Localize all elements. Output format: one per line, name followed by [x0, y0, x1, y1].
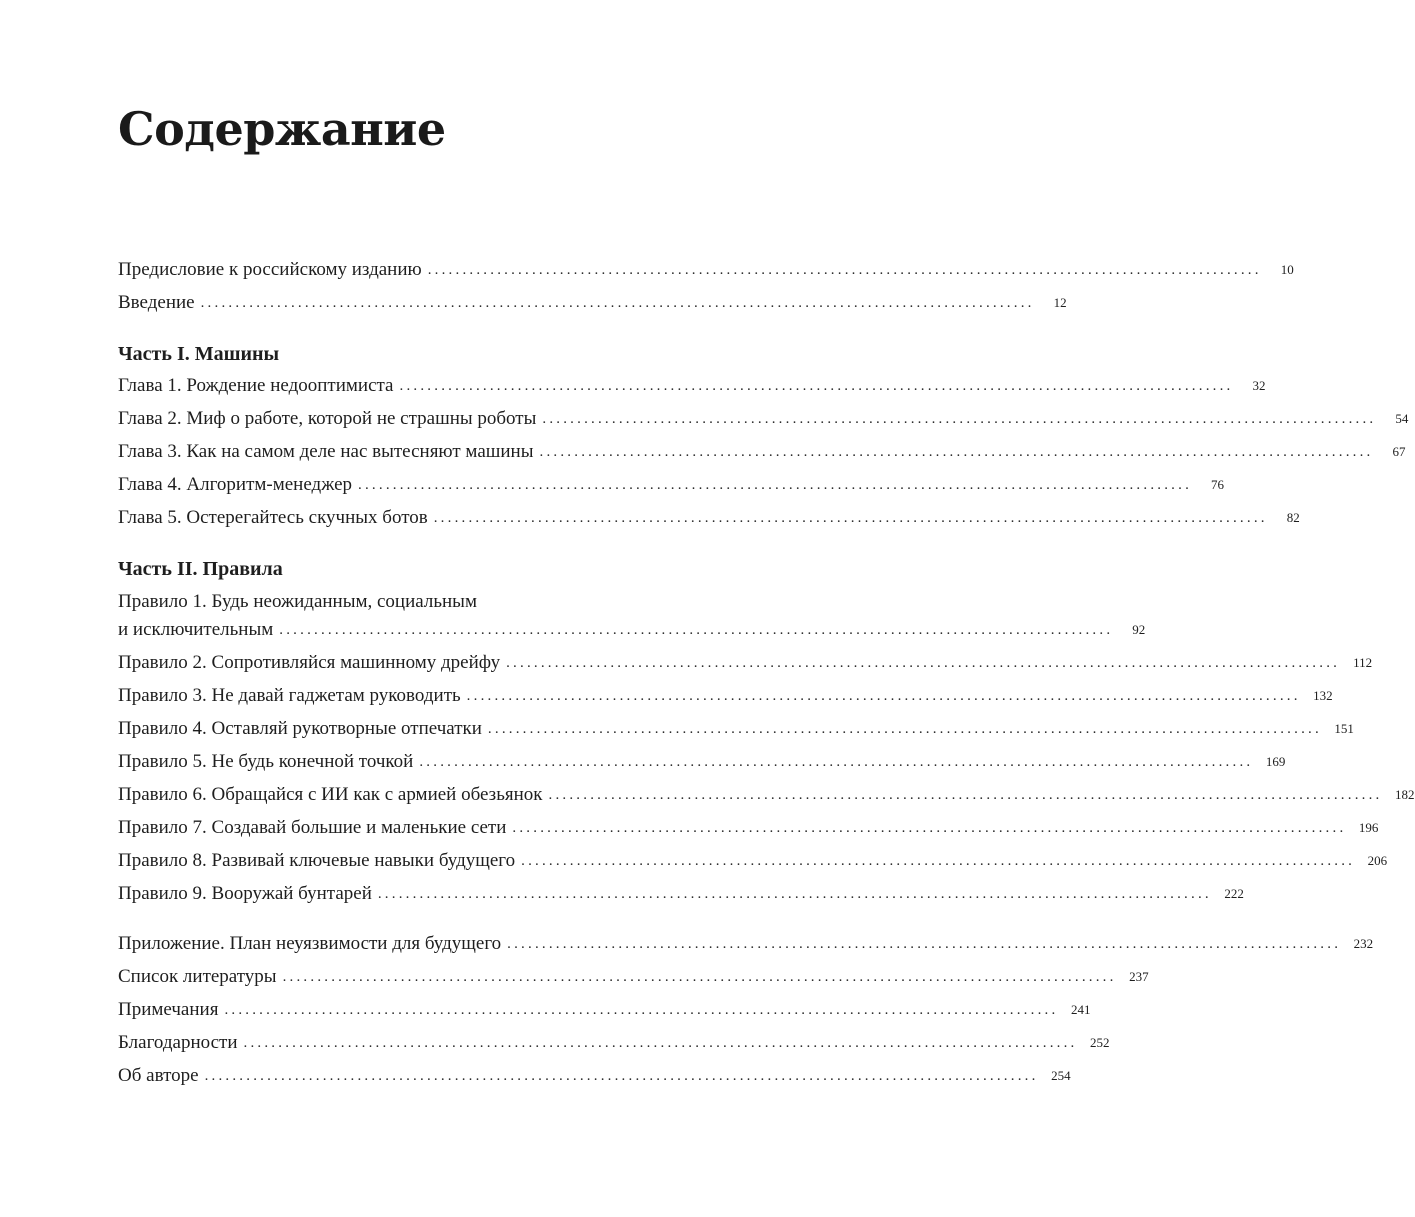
toc-entry-rule-7[interactable]	[118, 816, 1379, 840]
dot-leader: ........................................................................................................................	[200, 295, 1035, 311]
toc-entry-rule-8[interactable]	[118, 849, 1388, 873]
toc-page-number: 92	[1132, 622, 1146, 637]
toc-entry-preface[interactable]	[118, 258, 1294, 282]
toc-entry-label: Правило 6. Обращайся с ИИ как с армией обезьянок	[118, 784, 543, 805]
toc-page-number: 206	[1367, 853, 1388, 868]
dot-leader: ........................................................................................................................	[419, 754, 1254, 770]
toc-entry-rule-1-first-line[interactable]: Правило 1. Будь неожиданным, социальным	[118, 591, 477, 612]
toc-entry-chapter-4[interactable]	[118, 473, 1225, 497]
toc-page-number: 169	[1265, 754, 1286, 769]
dot-leader: ........................................................................................................................	[279, 622, 1114, 638]
toc-entry-label: Примечания	[118, 999, 219, 1020]
dot-leader: ........................................................................................................................	[204, 1068, 1039, 1084]
dot-leader: ........................................................................................................................	[521, 853, 1356, 869]
dot-leader: ........................................................................................................................	[427, 262, 1262, 278]
toc-entry-label: Об авторе	[118, 1065, 199, 1086]
toc-entry-label: Благодарности	[118, 1032, 238, 1053]
toc-entry-chapter-2[interactable]	[118, 407, 1409, 431]
toc-entry-rule-5[interactable]	[118, 750, 1286, 774]
toc-entry-label: Правило 7. Создавай большие и маленькие сети	[118, 817, 507, 838]
dot-leader: ........................................................................................................................	[506, 655, 1341, 671]
toc-page-number: 10	[1280, 262, 1294, 277]
toc-entry-notes[interactable]	[118, 998, 1091, 1022]
dot-leader: ........................................................................................................................	[542, 411, 1377, 427]
dot-leader: ........................................................................................................................	[282, 969, 1117, 985]
toc-entry-appendix[interactable]	[118, 932, 1374, 956]
toc-entry-rule-4[interactable]	[118, 717, 1354, 741]
toc-page-number: 112	[1353, 655, 1373, 670]
toc-entry-rule-1[interactable]	[118, 618, 1146, 642]
toc-entry-label: Правило 2. Сопротивляйся машинному дрейфу	[118, 652, 501, 673]
part-heading-rules[interactable]: Часть II. Правила	[118, 558, 283, 580]
toc-entry-chapter-5[interactable]	[118, 506, 1300, 530]
toc-entry-rule-2[interactable]	[118, 651, 1373, 675]
dot-leader: ........................................................................................................................	[548, 787, 1383, 803]
dot-leader: ........................................................................................................................	[433, 510, 1268, 526]
toc-entry-label: Глава 4. Алгоритм-менеджер	[118, 474, 353, 495]
toc-page-number: 151	[1334, 721, 1354, 736]
page-title: Содержание	[118, 102, 446, 156]
toc-entry-rule-6[interactable]	[118, 783, 1415, 807]
toc-entry-label: Глава 1. Рождение недооптимиста	[118, 375, 394, 396]
toc-entry-label: Правило 5. Не будь конечной точкой	[118, 751, 414, 772]
toc-entry-about-author[interactable]	[118, 1064, 1071, 1088]
toc-entry-acknowledgements[interactable]	[118, 1031, 1110, 1055]
toc-entry-label: Правило 4. Оставляй рукотворные отпечатки	[118, 718, 482, 739]
toc-entry-label: и исключительным	[118, 619, 274, 640]
dot-leader: ........................................................................................................................	[539, 444, 1374, 460]
part-heading-machines[interactable]: Часть I. Машины	[118, 343, 280, 365]
toc-page-number: 54	[1395, 411, 1409, 426]
toc-entry-label: Глава 3. Как на самом деле нас вытесняют машины	[118, 441, 534, 462]
toc-page-number: 132	[1313, 688, 1333, 703]
toc-page-number: 32	[1252, 378, 1266, 393]
toc-page-number: 237	[1129, 969, 1149, 984]
toc-entry-rule-9[interactable]	[118, 882, 1244, 906]
toc-entry-chapter-1[interactable]	[118, 374, 1266, 398]
toc-page-number: 196	[1358, 820, 1379, 835]
toc-entry-chapter-3[interactable]	[118, 440, 1406, 464]
toc-page-number: 67	[1392, 444, 1406, 459]
toc-page-number: 252	[1090, 1035, 1110, 1050]
toc-page-number: 182	[1395, 787, 1415, 802]
toc-page-number: 82	[1286, 510, 1300, 525]
toc-entry-label: Введение	[118, 292, 195, 313]
toc-entry-label: Глава 2. Миф о работе, которой не страшны роботы	[118, 408, 537, 429]
toc-page-number: 241	[1070, 1002, 1091, 1017]
toc-page-number: 76	[1211, 477, 1225, 492]
toc-entry-introduction[interactable]	[118, 291, 1067, 315]
dot-leader: ........................................................................................................................	[243, 1035, 1078, 1051]
dot-leader: ........................................................................................................................	[358, 477, 1193, 493]
toc-entry-label: Правило 3. Не давай гаджетам руководить	[118, 685, 461, 706]
dot-leader: ........................................................................................................................	[224, 1002, 1059, 1018]
dot-leader: ........................................................................................................................	[466, 688, 1301, 704]
toc-entry-label: Список литературы	[118, 966, 277, 987]
toc-page-number: 254	[1051, 1068, 1071, 1083]
dot-leader: ........................................................................................................................	[487, 721, 1322, 737]
toc-entry-label: Предисловие к российскому изданию	[118, 259, 422, 280]
toc-entry-rule-3[interactable]	[118, 684, 1333, 708]
toc-entry-label: Глава 5. Остерегайтесь скучных ботов	[118, 507, 428, 528]
toc-entry-label: Правило 8. Развивай ключевые навыки будущего	[118, 850, 516, 871]
toc-page-number: 222	[1224, 886, 1244, 901]
dot-leader: ........................................................................................................................	[512, 820, 1347, 836]
toc-entry-label: Правило 9. Вооружай бунтарей	[118, 883, 372, 904]
toc-page-number: 232	[1353, 936, 1374, 951]
dot-leader: ........................................................................................................................	[399, 378, 1234, 394]
toc-entry-bibliography[interactable]	[118, 965, 1149, 989]
toc-entry-label: Приложение. План неуязвимости для будущего	[118, 933, 502, 954]
dot-leader: ........................................................................................................................	[377, 886, 1212, 902]
dot-leader: ........................................................................................................................	[507, 936, 1342, 952]
toc-page-number: 12	[1053, 295, 1067, 310]
